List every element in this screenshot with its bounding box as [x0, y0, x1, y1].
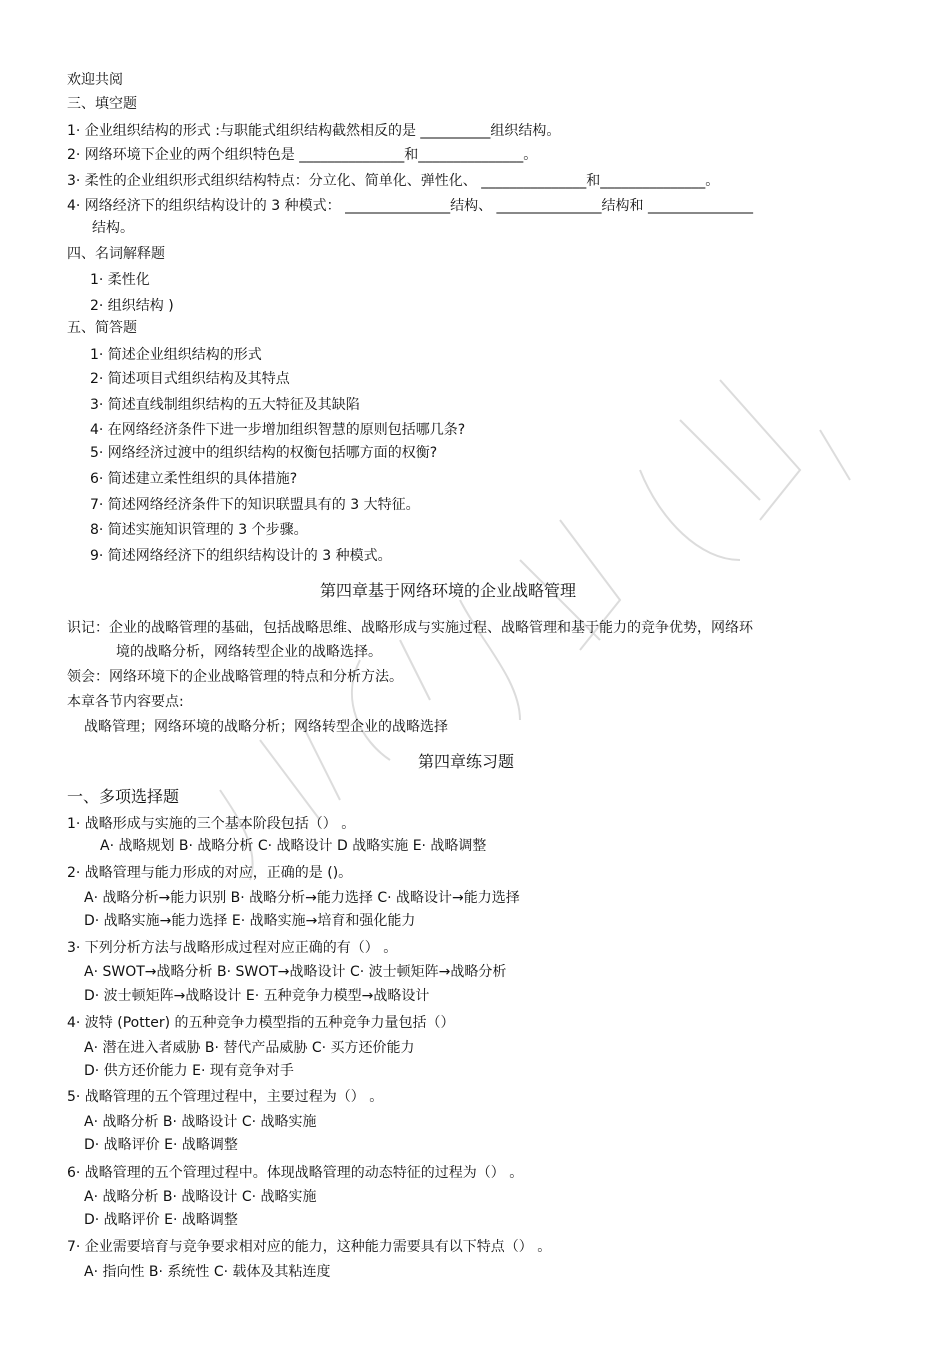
short-item-6: 6· 简述建立柔性组织的具体措施?: [90, 471, 298, 487]
question-1-options: A· 战略规划 B· 战略分析 C· 战略设计 D 战略实施 E· 战略调整: [100, 838, 487, 854]
question-3: 3· 下列分析方法与战略形成过程对应正确的有（） 。: [67, 940, 398, 956]
short-item-8: 8· 简述实施知识管理的 3 个步骤。: [90, 522, 308, 538]
question-2: 2· 战略管理与能力形成的对应，正确的是 ()。: [67, 865, 353, 881]
short-item-2: 2· 简述项目式组织结构及其特点: [90, 371, 290, 387]
question-7: 7· 企业需要培育与竞争要求相对应的能力，这种能力需要具有以下特点（） 。: [67, 1239, 552, 1255]
question-2-options-1: A· 战略分析→能力识别 B· 战略分析→能力选择 C· 战略设计→能力选择: [84, 890, 520, 906]
short-item-1: 1· 简述企业组织结构的形式: [90, 347, 262, 363]
fill-section-heading: 三、填空题: [67, 96, 137, 112]
term-item-2: 2· 组织结构 ): [90, 298, 174, 314]
question-6-options-1: A· 战略分析 B· 战略设计 C· 战略实施: [84, 1189, 317, 1205]
short-section-heading: 五、简答题: [67, 320, 137, 336]
understand-line: 领会：网络环境下的企业战略管理的特点和分析方法。: [67, 669, 403, 685]
exercise-title: 第四章练习题: [418, 752, 515, 771]
points-text: 战略管理；网络环境的战略分析；网络转型企业的战略选择: [84, 719, 448, 735]
question-3-options-1: A· SWOT→战略分析 B· SWOT→战略设计 C· 波士顿矩阵→战略分析: [84, 964, 507, 980]
question-5-options-2: D· 战略评价 E· 战略调整: [84, 1137, 238, 1153]
short-item-7: 7· 简述网络经济条件下的知识联盟具有的 3 大特征。: [90, 497, 420, 513]
term-item-1: 1· 柔性化: [90, 272, 150, 288]
short-item-9: 9· 简述网络经济下的组织结构设计的 3 种模式。: [90, 548, 392, 564]
question-4-options-1: A· 潜在进入者威胁 B· 替代产品威胁 C· 买方还价能力: [84, 1040, 415, 1056]
short-item-4: 4· 在网络经济条件下进一步增加组织智慧的原则包括哪几条?: [90, 422, 466, 438]
question-3-options-2: D· 波士顿矩阵→战略设计 E· 五种竞争力模型→战略设计: [84, 988, 430, 1004]
question-6-options-2: D· 战略评价 E· 战略调整: [84, 1212, 238, 1228]
question-1: 1· 战略形成与实施的三个基本阶段包括（） 。: [67, 816, 356, 832]
question-4: 4· 波特 (Potter) 的五种竞争力模型指的五种竞争力量包括（）: [67, 1015, 455, 1031]
question-4-options-2: D· 供方还价能力 E· 现有竞争对手: [84, 1063, 294, 1079]
fill-item-3: 3· 柔性的企业组织形式组织结构特点：分立化、简单化、弹性化、 _______________和_______________。: [67, 173, 720, 189]
short-item-3: 3· 简述直线制组织结构的五大特征及其缺陷: [90, 397, 360, 413]
question-6: 6· 战略管理的五个管理过程中。体现战略管理的动态特征的过程为（） 。: [67, 1165, 524, 1181]
short-item-5: 5· 网络经济过渡中的组织结构的权衡包括哪方面的权衡?: [90, 445, 438, 461]
exercise-section-heading: 一、多项选择题: [67, 787, 180, 806]
fill-item-4-continued: 结构。: [92, 220, 134, 236]
points-heading: 本章各节内容要点:: [67, 694, 184, 710]
header-text: 欢迎共阅: [67, 72, 123, 88]
fill-item-1: 1· 企业组织结构的形式 :与职能式组织结构截然相反的是 __________组织结构。: [67, 123, 561, 139]
question-5: 5· 战略管理的五个管理过程中，主要过程为（） 。: [67, 1089, 384, 1105]
fill-item-4: 4· 网络经济下的组织结构设计的 3 种模式： _______________结构、 _______________结构和 _______________: [67, 198, 753, 214]
chapter-title: 第四章基于网络环境的企业战略管理: [320, 581, 577, 600]
remember-line-1: 识记：企业的战略管理的基础，包括战略思维、战略形成与实施过程、战略管理和基于能力的竞争优势，网络环: [67, 620, 753, 636]
question-5-options-1: A· 战略分析 B· 战略设计 C· 战略实施: [84, 1114, 317, 1130]
term-section-heading: 四、名词解释题: [67, 246, 165, 262]
question-2-options-2: D· 战略实施→能力选择 E· 战略实施→培育和强化能力: [84, 913, 416, 929]
question-7-options: A· 指向性 B· 系统性 C· 载体及其粘连度: [84, 1264, 331, 1280]
remember-line-2: 境的战略分析，网络转型企业的战略选择。: [116, 644, 382, 660]
fill-item-2: 2· 网络环境下企业的两个组织特色是 _______________和_______________。: [67, 147, 538, 163]
